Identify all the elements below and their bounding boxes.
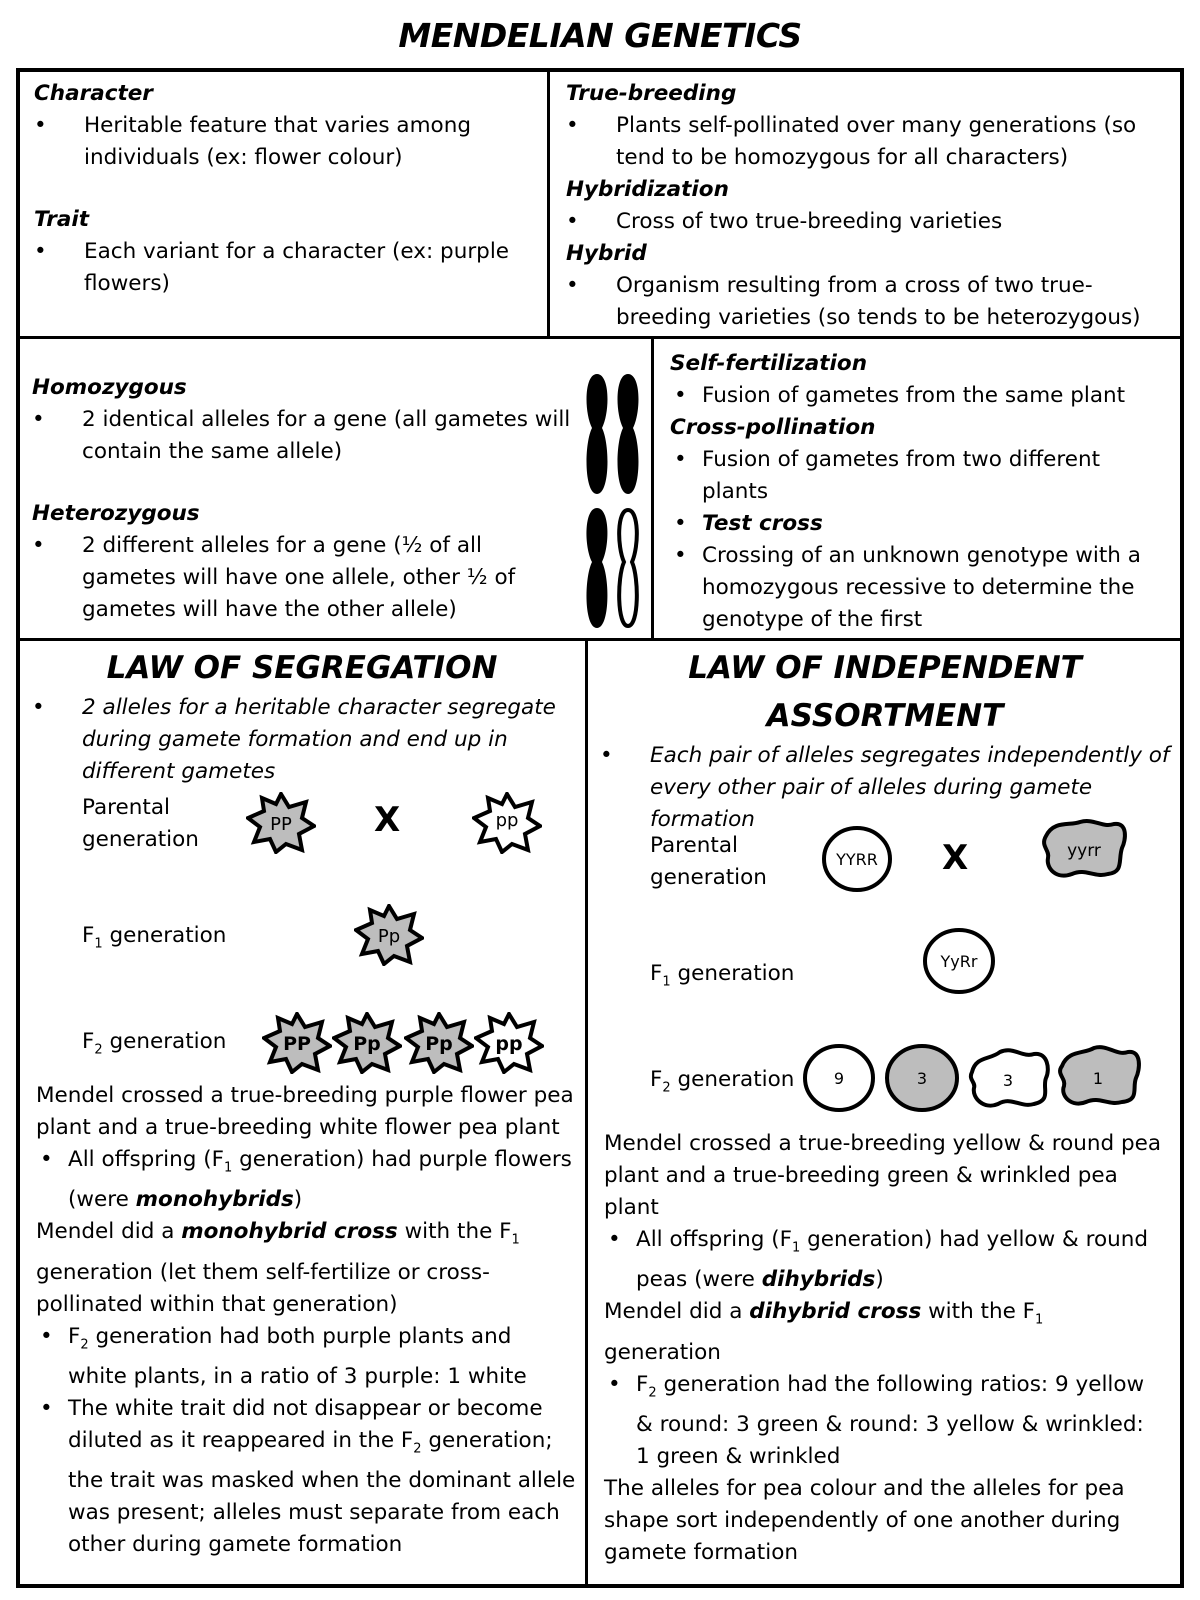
divider — [16, 336, 1184, 339]
flower-star-icon — [262, 1012, 332, 1074]
round-pea-icon — [920, 926, 998, 996]
independent-paragraph-2: Mendel did a dihybrid cross with the $F_1$ generation — [604, 1299, 1044, 1365]
definition-cross-pollination: • Fusion of gametes from two different plants — [670, 444, 1170, 508]
definition-homozygous: • 2 identical alleles for a gene (all gametes will contain the same allele) — [32, 404, 572, 468]
term-trait: Trait — [34, 207, 90, 232]
independent-statement: • Each pair of alleles segregates independently of every other pair of alleles during gamete formation — [600, 740, 1170, 836]
f2-label: $F_2$ generation — [650, 1067, 795, 1096]
genotype-label: YyRr — [940, 952, 978, 971]
term-homozygous: Homozygous — [32, 375, 187, 400]
ratio-label: 1 — [1092, 1069, 1104, 1088]
parental-label: Parental generation — [650, 833, 767, 890]
flower-star-icon — [404, 1012, 474, 1074]
term-heterozygous: Heterozygous — [32, 501, 200, 526]
wrinkled-pea-icon — [1054, 1042, 1144, 1112]
f2-label: $F_2$ generation — [82, 1029, 227, 1058]
definition-test-cross: • Crossing of an unknown genotype with a homozygous recessive to determine the genotype of the first — [670, 540, 1170, 636]
definition-trait: • Each variant for a character (ex: purple flowers) — [34, 236, 539, 300]
flower-star-icon — [246, 792, 316, 854]
f1-label: $F_1$ generation — [650, 961, 795, 990]
f1-label: $F_1$ generation — [82, 923, 227, 952]
definition-character: • Heritable feature that varies among individuals (ex: flower colour) — [34, 110, 539, 174]
genotype-label: PP — [270, 814, 292, 835]
segregation-section — [22, 644, 582, 788]
wrinkled-pea-icon — [964, 1044, 1054, 1114]
divider — [651, 338, 654, 640]
definition-true-breeding: • Plants self-pollinated over many generations (so tend to be homozygous for all characters) — [566, 110, 1166, 174]
independent-paragraph-1: Mendel crossed a true-breeding yellow & round pea plant and a true-breeding green & wrinkled pea plant — [604, 1131, 1162, 1220]
definitions-box-4 — [670, 348, 1170, 636]
term-hybrid: Hybrid — [566, 241, 647, 266]
genotype-label: PP — [283, 1033, 311, 1055]
round-pea-icon — [882, 1042, 962, 1114]
flower-star-icon — [472, 792, 542, 854]
divider — [16, 638, 1184, 641]
independent-bullet-2: • $F_2$ generation had the following ratios: 9 yellow & round: 3 green & round: 3 yellow & wrinkled: 1 green & wrinkled — [604, 1369, 1164, 1473]
segregation-statement: • 2 alleles for a heritable character segregate during gamete formation and end up in different gametes — [32, 692, 582, 788]
cross-symbol: X — [374, 800, 401, 840]
segregation-paragraph-2: Mendel did a monohybrid cross with the $F_1$ generation (let them self-fertilize or cross-pollinated within that generation) — [36, 1219, 520, 1317]
round-pea-icon — [820, 824, 894, 894]
genotype-label: Pp — [425, 1033, 453, 1055]
definition-hybrid: • Organism resulting from a cross of two true-breeding varieties (so tends to be heterozygous) — [566, 270, 1166, 334]
definitions-box-1 — [34, 78, 539, 300]
independent-bullet-1: • All offspring ($F_1$ generation) had yellow & round peas (were dihybrids) — [604, 1224, 1164, 1296]
flower-star-icon — [354, 904, 424, 966]
segregation-explanation — [36, 1080, 576, 1561]
term-character: Character — [34, 81, 153, 106]
ratio-label: 3 — [916, 1069, 928, 1088]
term-cross-pollination: Cross-pollination — [670, 415, 876, 440]
independent-explanation — [604, 1128, 1164, 1569]
segregation-heading: LAW OF SEGREGATION — [106, 650, 498, 686]
genotype-label: pp — [495, 810, 519, 831]
term-true-breeding: True-breeding — [566, 81, 737, 106]
independent-paragraph-3: The alleles for pea colour and the alleles for pea shape sort independently of one another during gamete formation — [604, 1475, 1125, 1565]
genotype-label: Pp — [353, 1033, 381, 1055]
heterozygous-chromosomes-icon — [580, 506, 646, 630]
ratio-label: 3 — [1002, 1071, 1014, 1090]
ratio-label: 9 — [833, 1069, 845, 1088]
genotype-label: pp — [495, 1033, 523, 1055]
segregation-bullet-2: • $F_2$ generation had both purple plants and white plants, in a ratio of 3 purple: 1 white — [36, 1321, 576, 1393]
segregation-bullet-1: • All offspring ($F_1$ generation) had purple flowers (were monohybrids) — [36, 1144, 576, 1216]
page-title: MENDELIAN GENETICS — [398, 16, 802, 55]
cross-symbol: X — [942, 838, 969, 878]
independent-section — [600, 644, 1170, 836]
flower-star-icon — [474, 1012, 544, 1074]
divider — [547, 68, 550, 338]
round-pea-icon — [800, 1042, 878, 1114]
definition-heterozygous: • 2 different alleles for a gene (½ of all gametes will have one allele, other ½ of gametes will have the other allele) — [32, 530, 572, 626]
segregation-bullet-3: • The white trait did not disappear or become diluted as it reappeared in the $F_2$ generation; the trait was masked when the dominant allele was present; alleles must separate from each other during gamete formation — [36, 1393, 576, 1561]
definitions-box-3 — [32, 372, 572, 626]
genotype-label: yyrr — [1067, 841, 1101, 861]
term-self-fertilization: Self-fertilization — [670, 351, 868, 376]
segregation-paragraph-1: Mendel crossed a true-breeding purple flower pea plant and a true-breeding white flower pea plant — [36, 1083, 574, 1140]
term-test-cross: • Test cross — [670, 508, 1170, 540]
homozygous-chromosomes-icon — [580, 372, 646, 496]
divider — [585, 640, 588, 1588]
parental-label: Parental generation — [82, 795, 199, 852]
independent-heading: LAW OF INDEPENDENT ASSORTMENT — [688, 650, 1082, 734]
definition-hybridization: • Cross of two true-breeding varieties — [566, 206, 1166, 238]
definitions-box-2 — [566, 78, 1166, 334]
genotype-label: Pp — [377, 926, 401, 947]
wrinkled-pea-icon — [1036, 816, 1130, 882]
term-hybridization: Hybridization — [566, 177, 729, 202]
flower-star-icon — [332, 1012, 402, 1074]
genotype-label: YYRR — [836, 850, 878, 869]
definition-self-fertilization: • Fusion of gametes from the same plant — [670, 380, 1170, 412]
